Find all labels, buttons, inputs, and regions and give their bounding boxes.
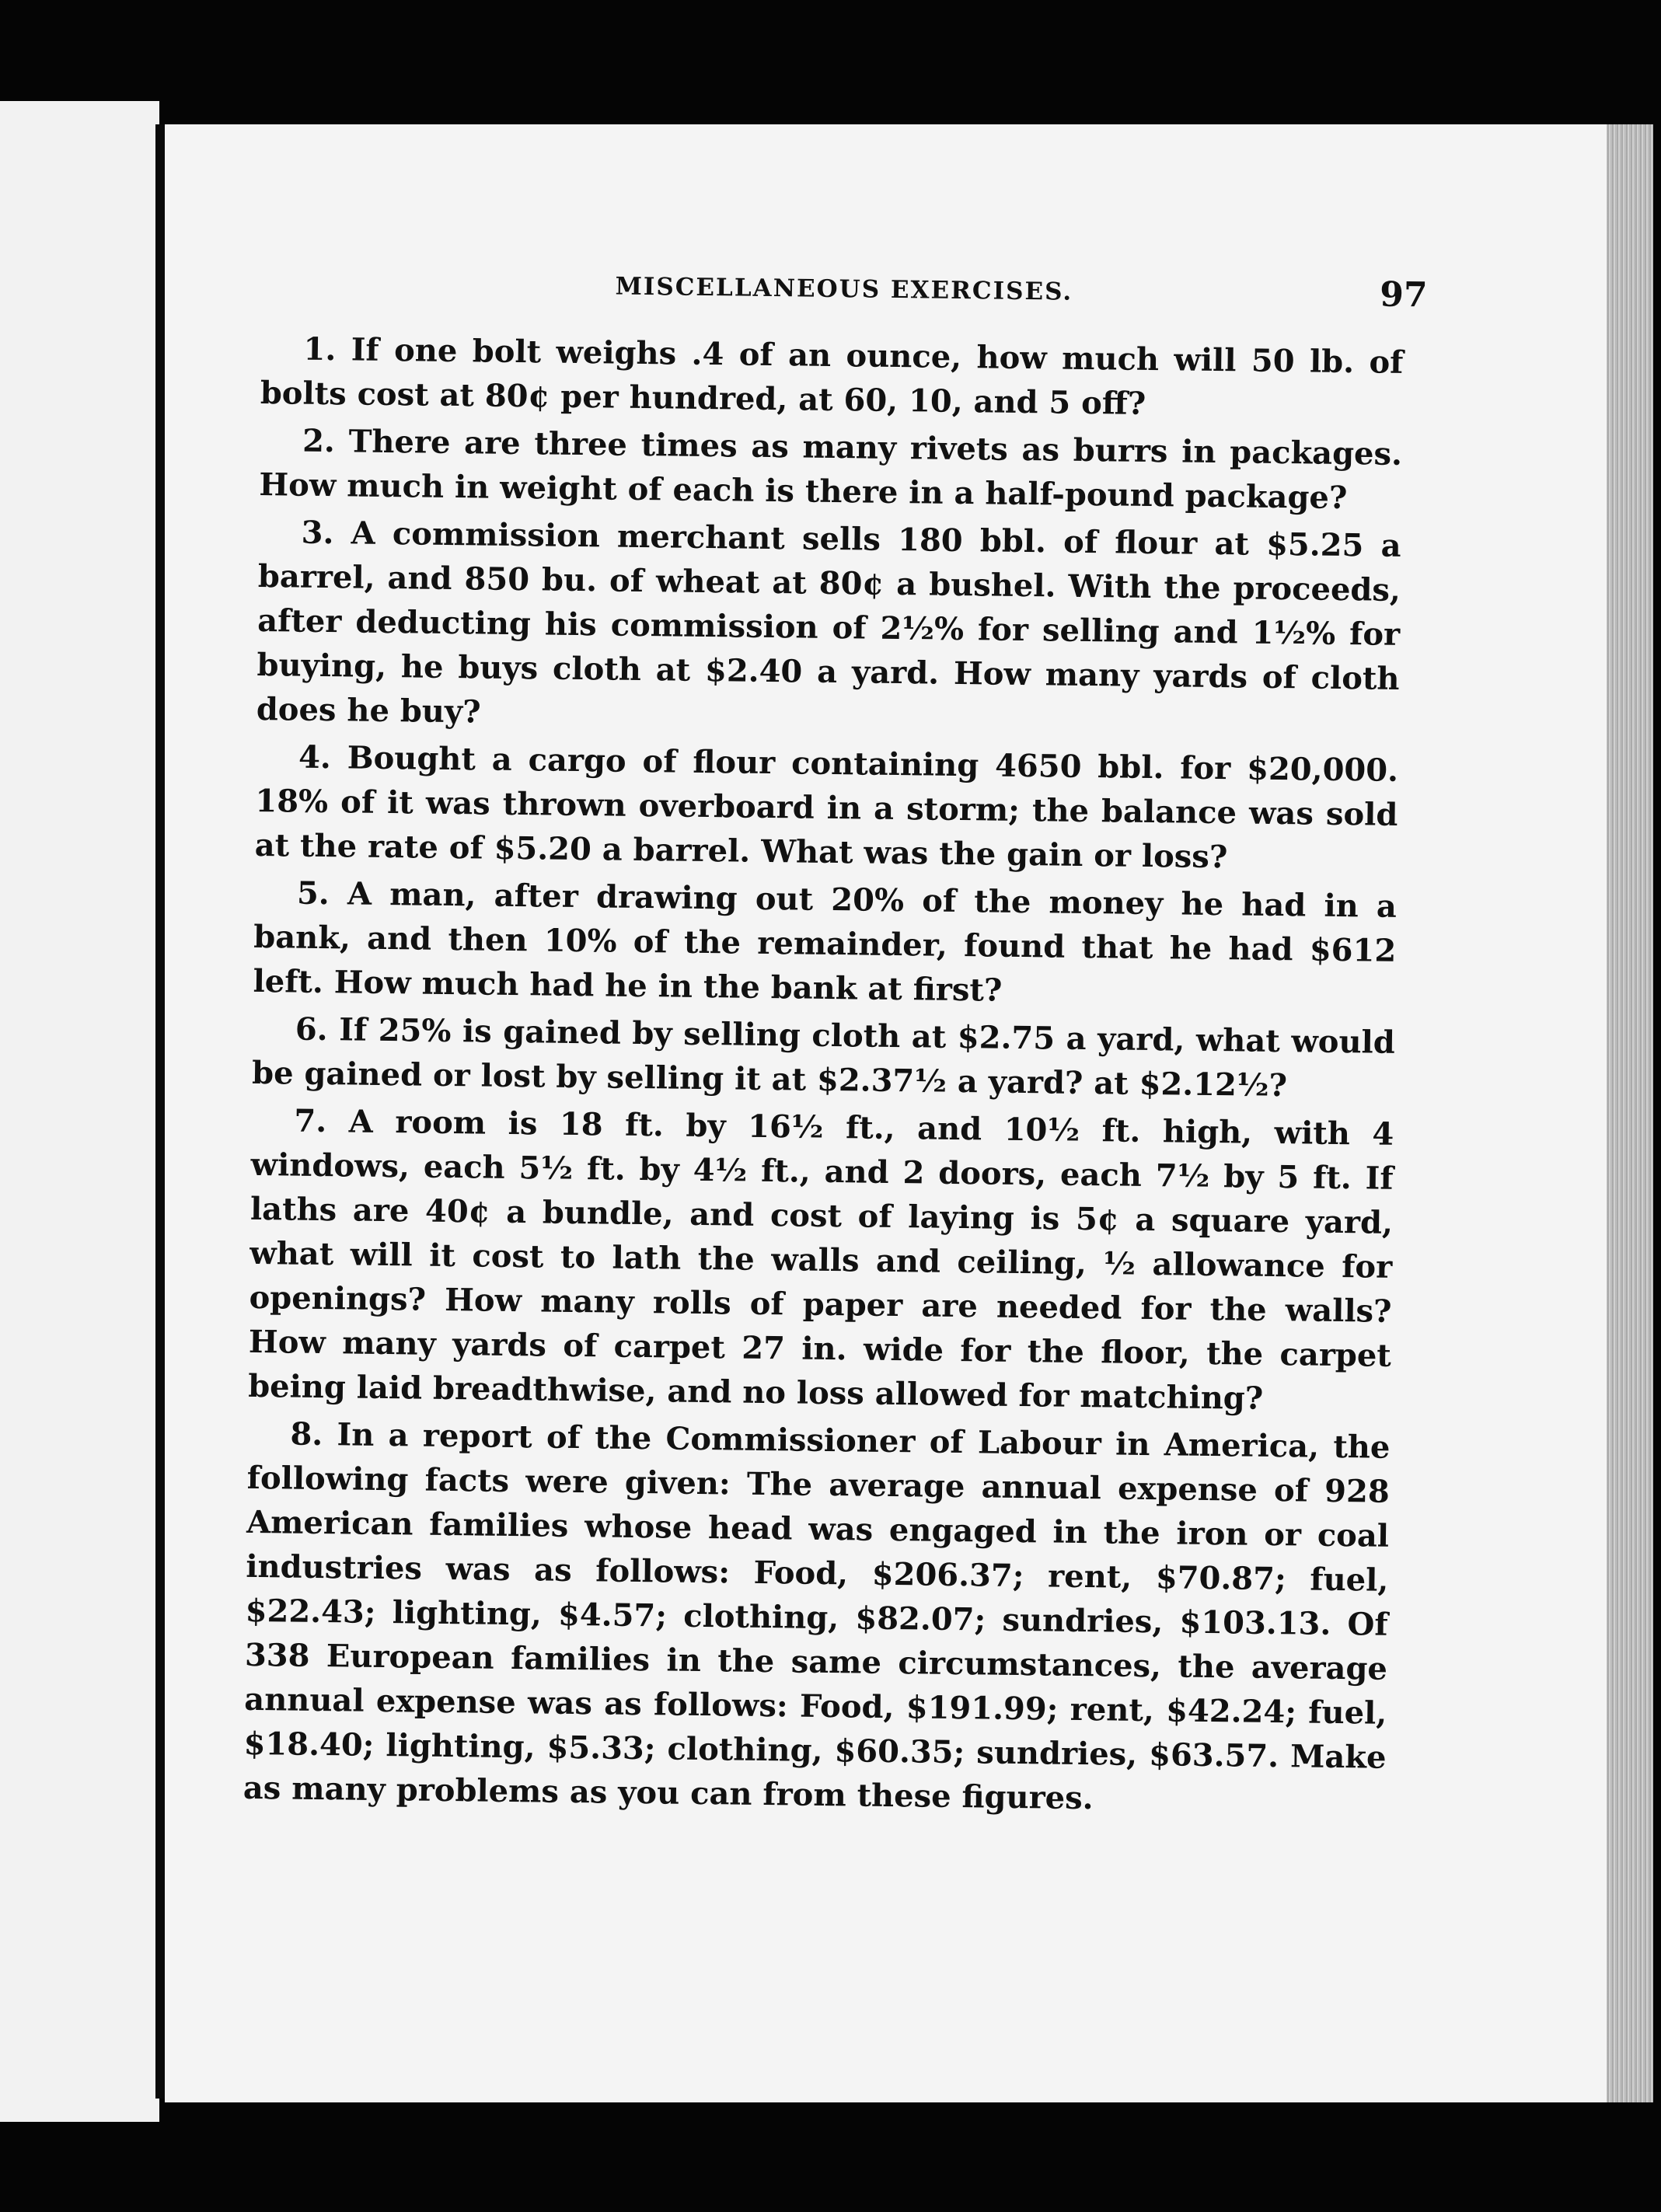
page-content — [243, 256, 1428, 1827]
exercise-number: 8. — [290, 1415, 323, 1453]
book-page — [165, 124, 1653, 2102]
running-head — [261, 256, 1428, 325]
exercise-text: Bought a cargo of flour containing 4650 bbl. for $20,000. 18% of it was thrown overboard in a storm; the balance was sold at the rate of $5.20 a barrel. What was the gain or loss? — [254, 739, 1399, 876]
exercise-3 — [256, 510, 1401, 745]
page-number: 97 — [1379, 274, 1428, 316]
exercise-text: There are three times as many rivets as burrs in packages. How much in weight of each is there in a half-pound package? — [259, 423, 1403, 517]
exercise-text: A room is 18 ft. by 16½ ft., and 10½ ft. high, with 4 windows, each 5½ ft. by 4½ ft., and 2 doors, each 7½ by 5 ft. If laths are 40¢ a bundle, and cost of laying is 5¢ a square yard, what will it cost to lath the walls and ceiling, ½ allowance for openings? How many rolls of paper are needed for the walls? How many yards of carpet 27 in. wide for the floor, the carpet being laid breadthwise, and no loss allowed for matching? — [247, 1103, 1394, 1417]
exercise-6 — [252, 1007, 1395, 1109]
exercise-number: 6. — [295, 1010, 328, 1048]
exercise-text: In a report of the Commissioner of Labour in America, the following facts were given: The average annual expense of 928 American families whose head was engaged in the iron or coal industries was as follows: Food, $206.37; rent, $70.87; fuel, $22.43; lighting, $4.57; clothing, $82.07; sundries, $103.13. Of 338 European families in the same circumstances, the average annual expense was as follows: Food, $191.99; rent, $42.24; fuel, $18.40; lighting, $5.33; clothing, $60.35; sundries, $63.57. Make as many problems as you can from these figures. — [243, 1416, 1391, 1817]
exercise-1 — [260, 326, 1404, 429]
exercise-text: A commission merchant sells 180 bbl. of flour at $5.25 a barrel, and 850 bu. of wheat at 80¢ a bushel. With the proceeds, after deducting his commission of 2½% for selling and 1½% for buying, he buys cloth at $2.40 a yard. How many yards of cloth does he buy? — [256, 515, 1401, 731]
exercise-number: 4. — [298, 738, 332, 776]
page-title: MISCELLANEOUS EXERCISES. — [615, 272, 1073, 306]
exercise-text: If one bolt weighs .4 of an ounce, how much will 50 lb. of bolts cost at 80¢ per hundred, at 60, 10, and 5 off? — [260, 331, 1404, 422]
exercise-number: 3. — [301, 514, 334, 552]
exercise-2 — [259, 418, 1402, 521]
exercise-number: 5. — [296, 874, 330, 912]
exercise-text: If 25% is gained by selling cloth at $2.75 a yard, what would be gained or lost by selling it at $2.37½ a yard? at $2.12½? — [251, 1011, 1396, 1104]
exercise-4 — [254, 734, 1398, 881]
exercise-text: A man, after drawing out 20% of the money he had in a bank, and then 10% of the remainder, found that he had $612 left. How much had he in the bank at first? — [253, 875, 1398, 1009]
exercise-8 — [243, 1411, 1391, 1824]
facing-page-edge — [0, 101, 159, 2122]
exercise-5 — [253, 870, 1397, 1017]
exercise-number: 7. — [294, 1102, 327, 1140]
exercise-7 — [248, 1098, 1394, 1422]
exercise-number: 1. — [303, 330, 337, 368]
page-gutter — [155, 124, 165, 2099]
exercise-number: 2. — [302, 422, 336, 460]
page-stack-edge — [1607, 124, 1653, 2102]
